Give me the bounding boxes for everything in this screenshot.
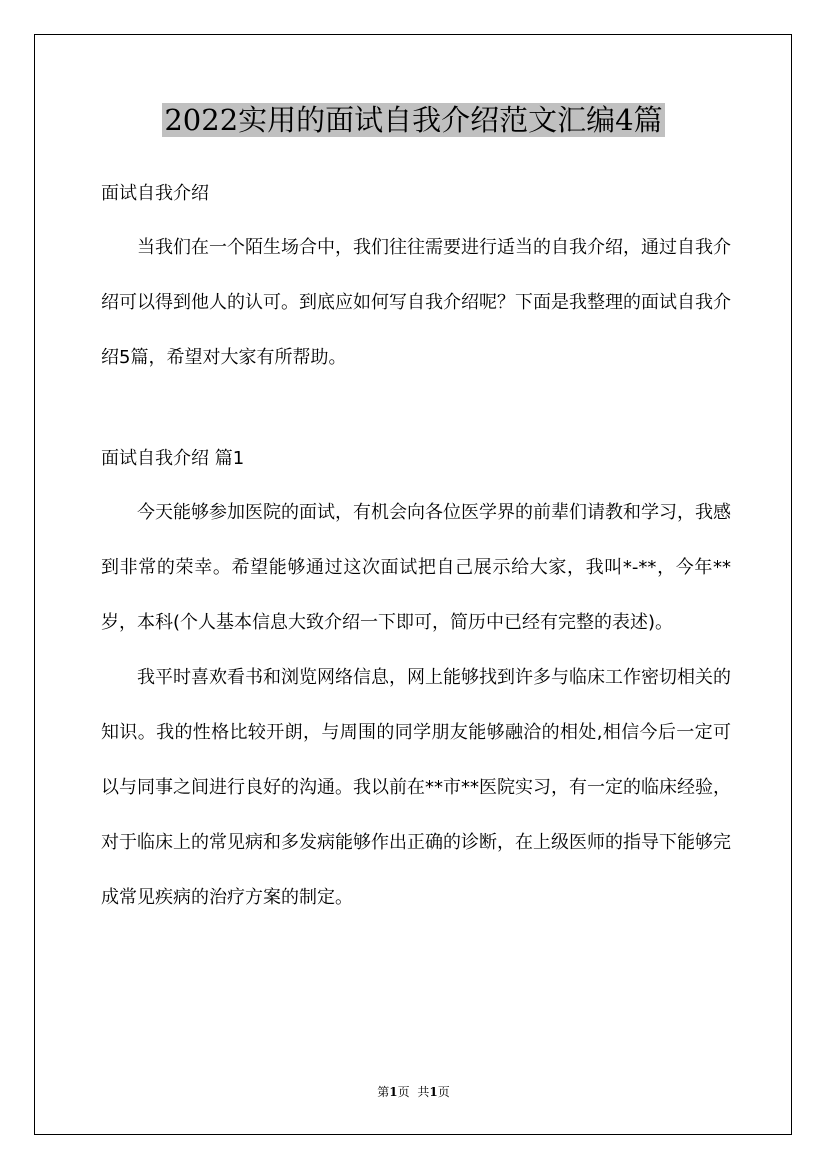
part1-paragraph-2: 我平时喜欢看书和浏览网络信息，网上能够找到许多与临床工作密切相关的知识。我的性格比较开朗，与周围的同学朋友能够融洽的相处,相信今后一定可以与同事之间进行良好的沟通。我以前在**市**医院实习，有一定的临床经验，对于临床上的常见病和多发病能够作出正确的诊断，在上级医师的指导下能够完成常见疾病的治疗方案的制定。 xyxy=(101,667,731,908)
document-title xyxy=(0,100,827,140)
section-heading-intro: 面试自我介绍 xyxy=(101,183,209,204)
page-footer: 第1页 共1页 xyxy=(377,1085,450,1099)
section-heading-part-1: 面试自我介绍 篇1 xyxy=(101,448,245,469)
total-pages: 1 xyxy=(429,1085,438,1099)
part1-paragraph-1: 今天能够参加医院的面试，有机会向各位医学界的前辈们请教和学习，我感到非常的荣幸。希望能够通过这次面试把自己展示给大家，我叫*-**，今年**岁，本科(个人基本信息大致介绍一下即可，简历中已经有完整的表述)。 xyxy=(101,502,731,633)
intro-paragraph: 当我们在一个陌生场合中，我们往往需要进行适当的自我介绍，通过自我介绍可以得到他人的认可。到底应如何写自我介绍呢？下面是我整理的面试自我介绍5篇，希望对大家有所帮助。 xyxy=(101,237,731,368)
page-number: 1 xyxy=(389,1085,398,1099)
document-body xyxy=(101,176,731,925)
document-title-text: 2022实用的面试自我介绍范文汇编4篇 xyxy=(164,103,663,137)
